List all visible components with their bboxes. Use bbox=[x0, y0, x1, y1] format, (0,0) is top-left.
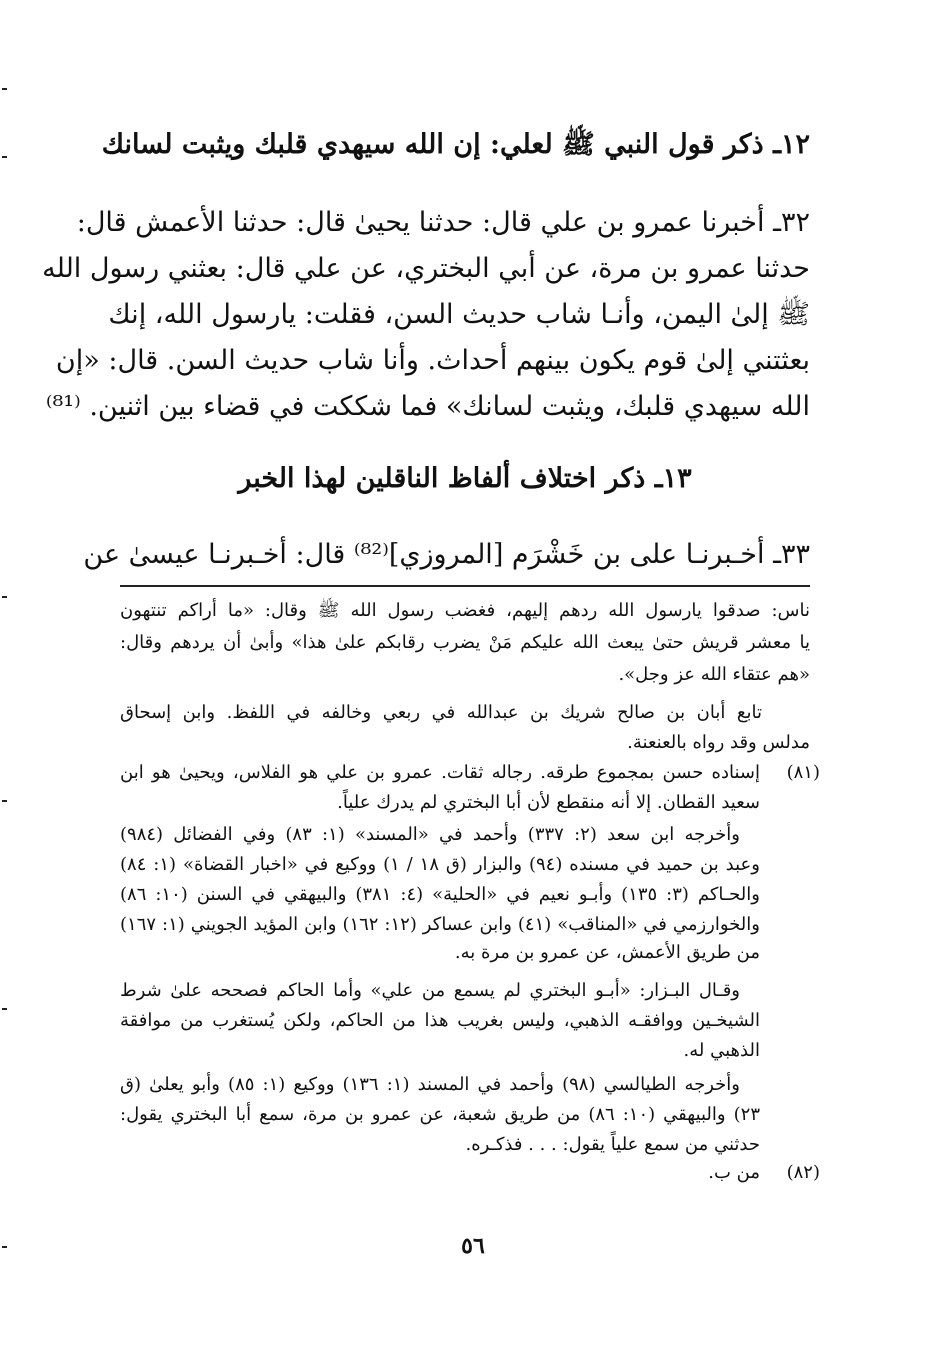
footnote-81-line: والحـاكم (٣: ١٣٥) وأبـو نعيم في «الحلية» (٤: ٣٨١) والبيهقي في السنن (١٠: ٨٦) bbox=[120, 884, 760, 905]
footnote-82-text: من ب. bbox=[708, 1162, 760, 1183]
margin-mark bbox=[2, 596, 7, 598]
footnote-81-line: إسناده حسن بمجموع طرقه. رجاله ثقات. عمرو بن علي هو الفلاس، ويحيىٰ هو ابن bbox=[120, 762, 760, 783]
footnote-81-line: والخوارزمي في «المناقب» (٤١) وابن عساكر (١٢: ١٦٢) وابن المؤيد الجويني (١: ١٦٧) bbox=[120, 914, 760, 935]
footnote-81-line: وأخرجه ابن سعد (٢: ٣٣٧) وأحمد في «المسند» (١: ٨٣) وفي الفضائل (٩٨٤) bbox=[120, 824, 740, 845]
footnote-81-line: الذهبي له. bbox=[683, 1040, 760, 1061]
footnote-line: «هم عتقاء الله عز وجل». bbox=[618, 664, 810, 685]
hadith-32-line: حدثنا عمرو بن مرة، عن أبي البختري، عن علي قال: بعثني رسول الله bbox=[42, 253, 810, 284]
hadith-32-line: ﷺ إلىٰ اليمن، وأنـا شاب حديث السن، فقلت: يارسول الله، إنك bbox=[108, 299, 810, 330]
footnote-81-line: ٢٣) والبيهقي (١٠: ٨٦) من طريق شعبة، عن عمرو بن مرة، سمع أبا البختري يقول: bbox=[120, 1104, 760, 1125]
section-13-heading: ١٣ـ ذكر اختلاف ألفاظ الناقلين لهذا الخبر bbox=[238, 463, 692, 494]
margin-mark bbox=[2, 1246, 7, 1248]
hadith-32-line: ٣٢ـ أخبرنا عمرو بن علي قال: حدثنا يحيىٰ قال: حدثنا الأعمش قال: bbox=[76, 207, 810, 238]
footnote-81-line: وأخرجه الطيالسي (٩٨) وأحمد في المسند (١: ١٣٦) ووكيع (١: ٨٥) وأبو يعلىٰ (ق bbox=[120, 1074, 740, 1095]
footnote-81-line: وقـال البـزار: «أبـو البختري لم يسمع من علي» وأما الحاكم فصححه علىٰ شرط bbox=[120, 980, 740, 1001]
footnote-82-number: (٨٢) bbox=[786, 1162, 820, 1183]
hadith-32-line: الله سيهدي قلبك، ويثبت لسانك» فما شككت في قضاء بين اثنين. ⁽⁸¹⁾ bbox=[45, 391, 810, 422]
margin-mark bbox=[2, 88, 7, 90]
hadith-32-line: بعثتني إلىٰ قوم يكون بينهم أحداث. وأنا شاب حديث السن. قال: «إن bbox=[55, 345, 810, 376]
margin-mark bbox=[2, 156, 7, 158]
section-12-heading: ١٢ـ ذكر قول النبي ﷺ لعلي: إن الله سيهدي قلبك ويثبت لسانك bbox=[101, 129, 810, 160]
footnote-81-line: من طريق الأعمش، عن عمرو بن مرة به. bbox=[454, 942, 760, 963]
page-number: ٥٦ bbox=[461, 1233, 485, 1259]
footnote-line: مدلس وقد رواه بالعنعنة. bbox=[627, 732, 810, 753]
footnote-line: ناس: صدقوا يارسول الله ردهم إليهم، فغضب رسول الله ﷺ وقال: «ما أراكم تنتهون bbox=[120, 600, 810, 621]
footnote-81-line: الشيخـين ووافقـه الذهبي، وليس بغريب هذا من الحاكم، ولكن يُستغرب من موافقة bbox=[120, 1010, 760, 1031]
footnote-divider bbox=[120, 585, 810, 587]
footnote-81-number: (٨١) bbox=[786, 762, 820, 783]
footnote-81-line: وعبد بن حميد في مسنده (٩٤) والبزار (ق ١٨ / ١) ووكيع في «اخبار القضاة» (١: ٨٤) bbox=[120, 854, 760, 875]
footnote-line: تابع أبان بن صالح شريك بن عبدالله في ربعي وخالفه في اللفظ. وابن إسحاق bbox=[120, 702, 762, 723]
hadith-33-line: ٣٣ـ أخـبرنـا على بن خَشْرَم [المروزي]⁽⁸²⁾ قال: أخـبرنـا عيسىٰ عن bbox=[83, 539, 810, 570]
margin-mark bbox=[2, 800, 7, 802]
footnote-line: يا معشر قريش حتىٰ يبعث الله عليكم مَنْ يضرب رقابكم علىٰ هذا» وأبىٰ أن يردهم وقال: bbox=[120, 632, 810, 653]
footnote-81-line: سعيد القطان. إلا أنه منقطع لأن أبا البختري لم يدرك علياً. bbox=[337, 792, 760, 813]
margin-mark bbox=[2, 1008, 7, 1010]
footnote-81-line: حدثني من سمع علياً يقول: . . . فذكـره. bbox=[465, 1134, 760, 1155]
